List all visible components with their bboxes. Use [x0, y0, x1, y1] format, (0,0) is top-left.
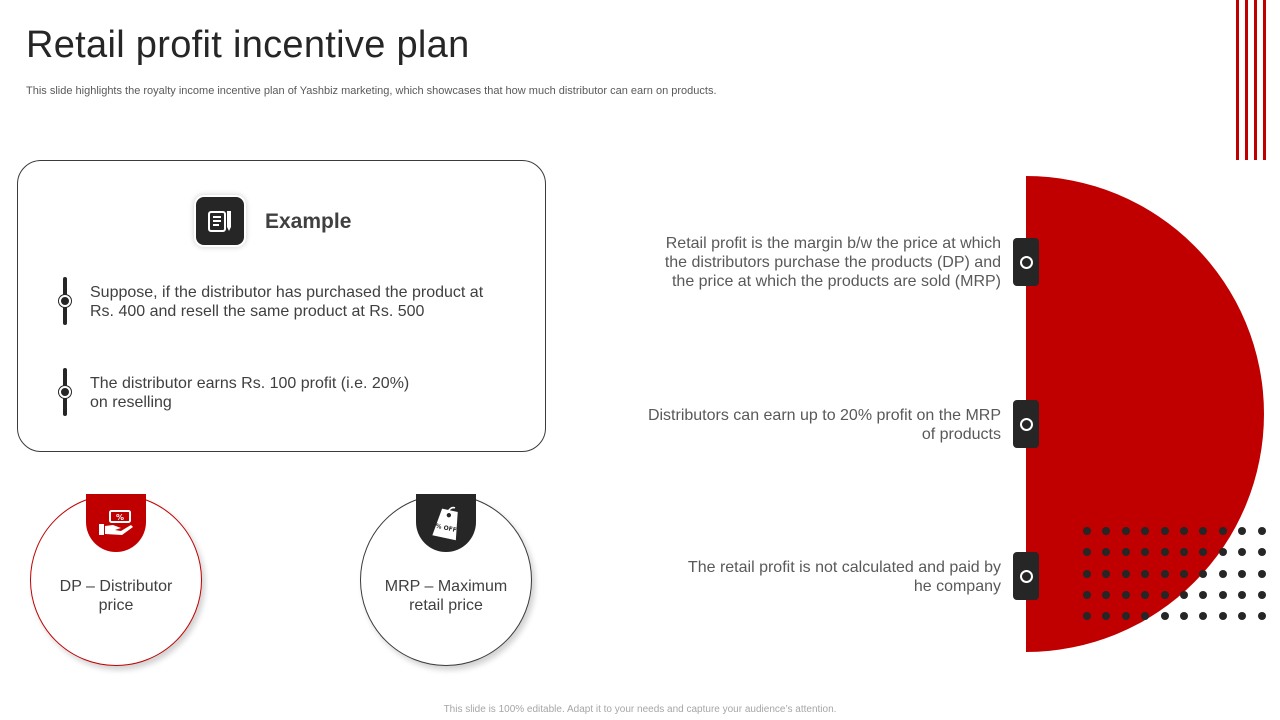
point-text-3: The retail profit is not calculated and paid by he company — [687, 559, 1001, 595]
slide-title: Retail profit incentive plan — [26, 24, 470, 66]
stripe — [1263, 0, 1266, 160]
grid-dot — [1238, 527, 1246, 535]
grid-dot — [1258, 612, 1266, 620]
bullet-marker — [58, 368, 72, 416]
grid-dot — [1083, 548, 1091, 556]
grid-dot — [1258, 570, 1266, 578]
grid-dot — [1199, 570, 1207, 578]
grid-dot — [1083, 591, 1091, 599]
grid-dot — [1199, 591, 1207, 599]
mrp-circle — [360, 494, 532, 666]
grid-dot — [1161, 527, 1169, 535]
grid-dot — [1141, 612, 1149, 620]
grid-dot — [1141, 591, 1149, 599]
grid-dot — [1122, 548, 1130, 556]
footer-note: This slide is 100% editable. Adapt it to your needs and capture your audience’s attention. — [443, 704, 837, 715]
grid-dot — [1161, 548, 1169, 556]
grid-dot — [1102, 570, 1110, 578]
grid-dot — [1180, 570, 1188, 578]
grid-dot — [1180, 591, 1188, 599]
grid-dot — [1141, 570, 1149, 578]
grid-dot — [1161, 570, 1169, 578]
grid-dot — [1219, 612, 1227, 620]
stripe — [1236, 0, 1239, 160]
grid-dot — [1219, 527, 1227, 535]
grid-dot — [1238, 591, 1246, 599]
bullet-marker — [58, 277, 72, 325]
dot-grid — [1083, 527, 1280, 627]
grid-dot — [1199, 612, 1207, 620]
mrp-label: MRP – Maximum retail price — [384, 578, 508, 614]
stripe — [1254, 0, 1257, 160]
slide-subtitle: This slide highlights the royalty income incentive plan of Yashbiz marketing, which showcases that how much distributor can earn on products. — [26, 85, 717, 97]
document-icon — [196, 197, 244, 245]
grid-dot — [1083, 570, 1091, 578]
example-card — [17, 160, 546, 452]
grid-dot — [1083, 612, 1091, 620]
ring-icon — [1020, 256, 1033, 269]
grid-dot — [1122, 570, 1130, 578]
grid-dot — [1180, 612, 1188, 620]
grid-dot — [1219, 548, 1227, 556]
point-marker-2 — [1013, 400, 1039, 448]
grid-dot — [1122, 591, 1130, 599]
example-bullet-1: Suppose, if the distributor has purchased the product at Rs. 400 and resell the same product at Rs. 500 — [90, 284, 484, 320]
dp-label: DP – Distributor price — [59, 578, 173, 614]
point-text-1: Retail profit is the margin b/w the price at which the distributors purchase the products (DP) and the price at which the products are sold (MRP) — [664, 235, 1001, 290]
example-title: Example — [265, 210, 352, 233]
grid-dot — [1122, 527, 1130, 535]
grid-dot — [1141, 548, 1149, 556]
example-bullet-2: The distributor earns Rs. 100 profit (i.e. 20%) on reselling — [90, 375, 410, 411]
grid-dot — [1102, 548, 1110, 556]
grid-dot — [1102, 612, 1110, 620]
grid-dot — [1122, 612, 1130, 620]
point-text-2: Distributors can earn up to 20% profit on the MRP of products — [647, 407, 1001, 443]
grid-dot — [1141, 527, 1149, 535]
svg-text:%: % — [115, 513, 125, 522]
grid-dot — [1180, 527, 1188, 535]
grid-dot — [1199, 527, 1207, 535]
grid-dot — [1161, 612, 1169, 620]
ring-icon — [1020, 570, 1033, 583]
grid-dot — [1258, 591, 1266, 599]
point-marker-3 — [1013, 552, 1039, 600]
grid-dot — [1238, 548, 1246, 556]
grid-dot — [1083, 527, 1091, 535]
grid-dot — [1180, 548, 1188, 556]
dp-circle — [30, 494, 202, 666]
grid-dot — [1219, 591, 1227, 599]
grid-dot — [1199, 548, 1207, 556]
percent-off-tag-text: % OFF — [434, 522, 458, 535]
point-marker-1 — [1013, 238, 1039, 286]
grid-dot — [1258, 527, 1266, 535]
hand-money-icon — [86, 494, 146, 552]
grid-dot — [1238, 570, 1246, 578]
percent-off-tag-icon — [416, 494, 476, 552]
stripe — [1245, 0, 1248, 160]
grid-dot — [1258, 548, 1266, 556]
grid-dot — [1102, 527, 1110, 535]
grid-dot — [1219, 570, 1227, 578]
ring-icon — [1020, 418, 1033, 431]
grid-dot — [1238, 612, 1246, 620]
decorative-stripes — [1236, 0, 1268, 160]
grid-dot — [1161, 591, 1169, 599]
grid-dot — [1102, 591, 1110, 599]
